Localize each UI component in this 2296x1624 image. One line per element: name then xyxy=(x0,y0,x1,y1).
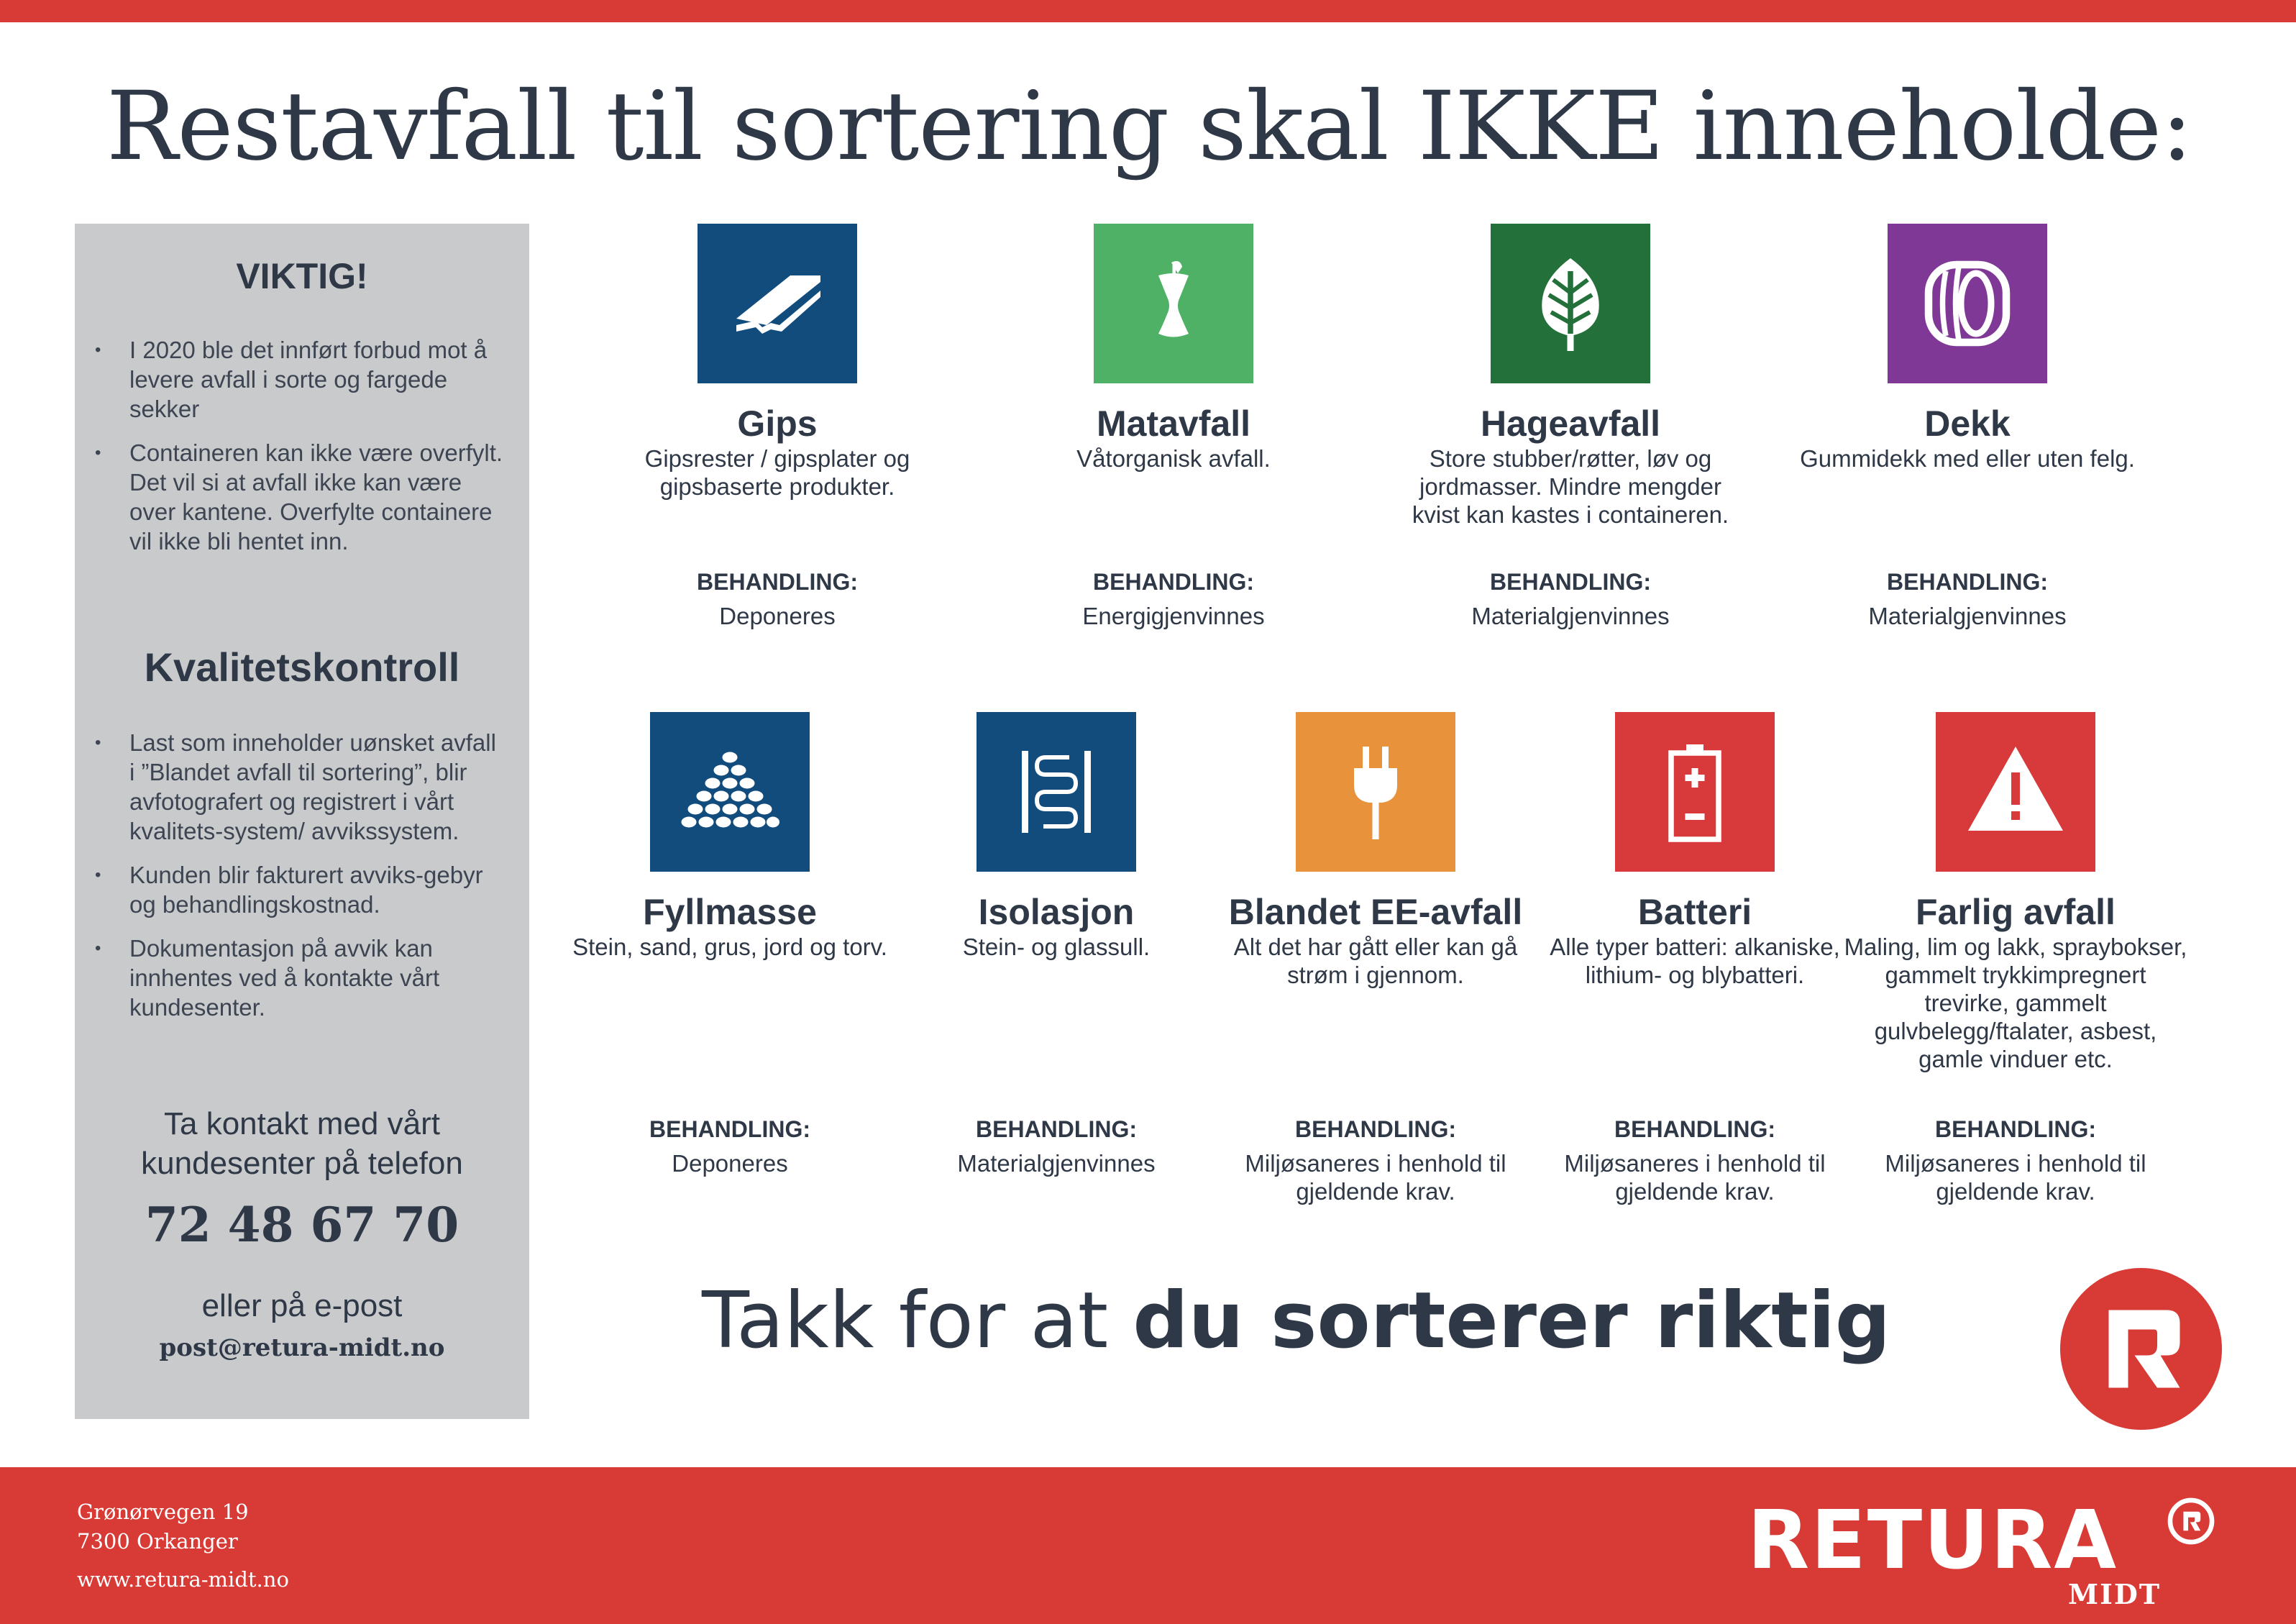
treatment-value: Materialgjenvinnes xyxy=(1471,603,1670,629)
viktig-heading: VIKTIG! xyxy=(236,256,368,296)
list-item: • Last som inneholder uønsket avfall i ”Blandet avfall til sortering”, blir avfotografert og registrert i vårt kvalitets-system/ avvikssystem. xyxy=(129,728,503,846)
category-description: Store stubber/røtter, løv og jordmasser. Mindre mengder kvist kan kastes i containeren. xyxy=(1412,445,1729,528)
category-name: Dekk xyxy=(1924,403,2011,444)
retura-mark-icon xyxy=(2167,1497,2215,1545)
retura-brand xyxy=(1747,1494,2222,1610)
treatment-value: Miljøsaneres i henhold til gjeldende krav. xyxy=(1564,1150,1826,1205)
category-name: Isolasjon xyxy=(978,892,1135,932)
treatment-value: Deponeres xyxy=(672,1150,788,1177)
retura-logo-icon xyxy=(2060,1268,2222,1430)
category-description: Stein, sand, grus, jord og torv. xyxy=(572,934,887,960)
stones-icon xyxy=(650,712,810,872)
email-label: eller på e-post xyxy=(201,1288,403,1323)
gypsum-board-icon xyxy=(698,224,857,383)
treatment-value: Materialgjenvinnes xyxy=(957,1150,1156,1177)
contact-text: Ta kontakt med vårt kundesenter på telefon xyxy=(141,1106,463,1181)
treatment-label: BEHANDLING: xyxy=(976,1116,1137,1142)
category-name: Hageavfall xyxy=(1480,403,1661,444)
insulation-icon xyxy=(977,712,1136,872)
apple-core-icon xyxy=(1094,224,1253,383)
thanks-light: Takk for at xyxy=(702,1276,1133,1366)
email-link[interactable]: post@retura-midt.no xyxy=(159,1333,445,1362)
category-name: Blandet EE-avfall xyxy=(1228,892,1523,932)
category-description: Gipsrester / gipsplater og gipsbaserte produkter. xyxy=(644,445,910,500)
website-link[interactable]: www.retura-midt.no xyxy=(77,1567,289,1592)
treatment-value: Energigjenvinnes xyxy=(1082,603,1265,629)
treatment-value: Miljøsaneres i henhold til gjeldende krav. xyxy=(1885,1150,2146,1205)
list-item: • Kunden blir fakturert avviks-gebyr og behandlingskostnad. xyxy=(129,860,503,919)
address-postal: 7300 Orkanger xyxy=(77,1529,238,1554)
page-title: Restavfall til sortering skal IKKE inneholde: xyxy=(106,71,2192,182)
phone-number: 72 48 67 70 xyxy=(145,1197,459,1253)
treatment-value: Miljøsaneres i henhold til gjeldende krav. xyxy=(1245,1150,1506,1205)
list-item: • Containeren kan ikke være overfylt. Det vil si at avfall ikke kan være over kantene. Overfylte containere vil ikke bli hentet inn. xyxy=(129,438,503,556)
treatment-label: BEHANDLING: xyxy=(1614,1116,1775,1142)
category-description: Våtorganisk avfall. xyxy=(1076,445,1271,472)
treatment-value: Deponeres xyxy=(719,603,836,629)
plug-icon xyxy=(1296,712,1455,872)
warning-icon xyxy=(1936,712,2095,872)
brand-wordmark: RETURA xyxy=(1747,1494,2118,1587)
kvalitetskontroll-heading: Kvalitetskontroll xyxy=(144,644,460,690)
kvalitet-list xyxy=(129,728,503,1036)
treatment-label: BEHANDLING: xyxy=(697,569,858,595)
category-name: Fyllmasse xyxy=(643,892,817,932)
category-name: Gips xyxy=(737,403,818,444)
category-name: Matavfall xyxy=(1097,403,1250,444)
brand-subtitle: MIDT xyxy=(2068,1578,2162,1610)
top-accent-bar xyxy=(0,0,2296,22)
leaf-icon xyxy=(1491,224,1650,383)
list-item: • Dokumentasjon på avvik kan innhentes ved å kontakte vårt kundesenter. xyxy=(129,934,503,1022)
battery-icon xyxy=(1615,712,1775,872)
category-name: Batteri xyxy=(1637,892,1752,932)
thanks-message xyxy=(702,1274,1996,1368)
viktig-list xyxy=(129,335,503,570)
category-description: Maling, lim og lakk, spraybokser, gammelt trykkimpregnert trevirke, gammelt gulvbelegg/ftalater, asbest, gamle vinduer etc. xyxy=(1844,934,2187,1072)
treatment-label: BEHANDLING: xyxy=(649,1116,810,1142)
thanks-bold: du sorterer riktig xyxy=(1133,1276,1891,1366)
category-description: Gummidekk med eller uten felg. xyxy=(1800,445,2135,472)
category-description: Stein- og glassull. xyxy=(962,934,1151,960)
treatment-value: Materialgjenvinnes xyxy=(1868,603,2067,629)
treatment-label: BEHANDLING: xyxy=(1887,569,2048,595)
list-item: • I 2020 ble det innført forbud mot å levere avfall i sorte og fargede sekker xyxy=(129,335,503,424)
treatment-label: BEHANDLING: xyxy=(1295,1116,1456,1142)
footer-bar xyxy=(0,1467,2296,1624)
treatment-label: BEHANDLING: xyxy=(1490,569,1651,595)
footer-address xyxy=(77,1497,289,1595)
tire-icon xyxy=(1888,224,2047,383)
treatment-label: BEHANDLING: xyxy=(1093,569,1254,595)
treatment-label: BEHANDLING: xyxy=(1935,1116,2096,1142)
category-name: Farlig avfall xyxy=(1916,892,2116,932)
info-sidebar xyxy=(75,224,529,1419)
address-street: Grønørvegen 19 xyxy=(77,1500,249,1524)
category-description: Alle typer batteri: alkaniske, lithium- og blybatteri. xyxy=(1550,934,1840,988)
category-description: Alt det har gått eller kan gå strøm i gjennom. xyxy=(1233,934,1518,988)
